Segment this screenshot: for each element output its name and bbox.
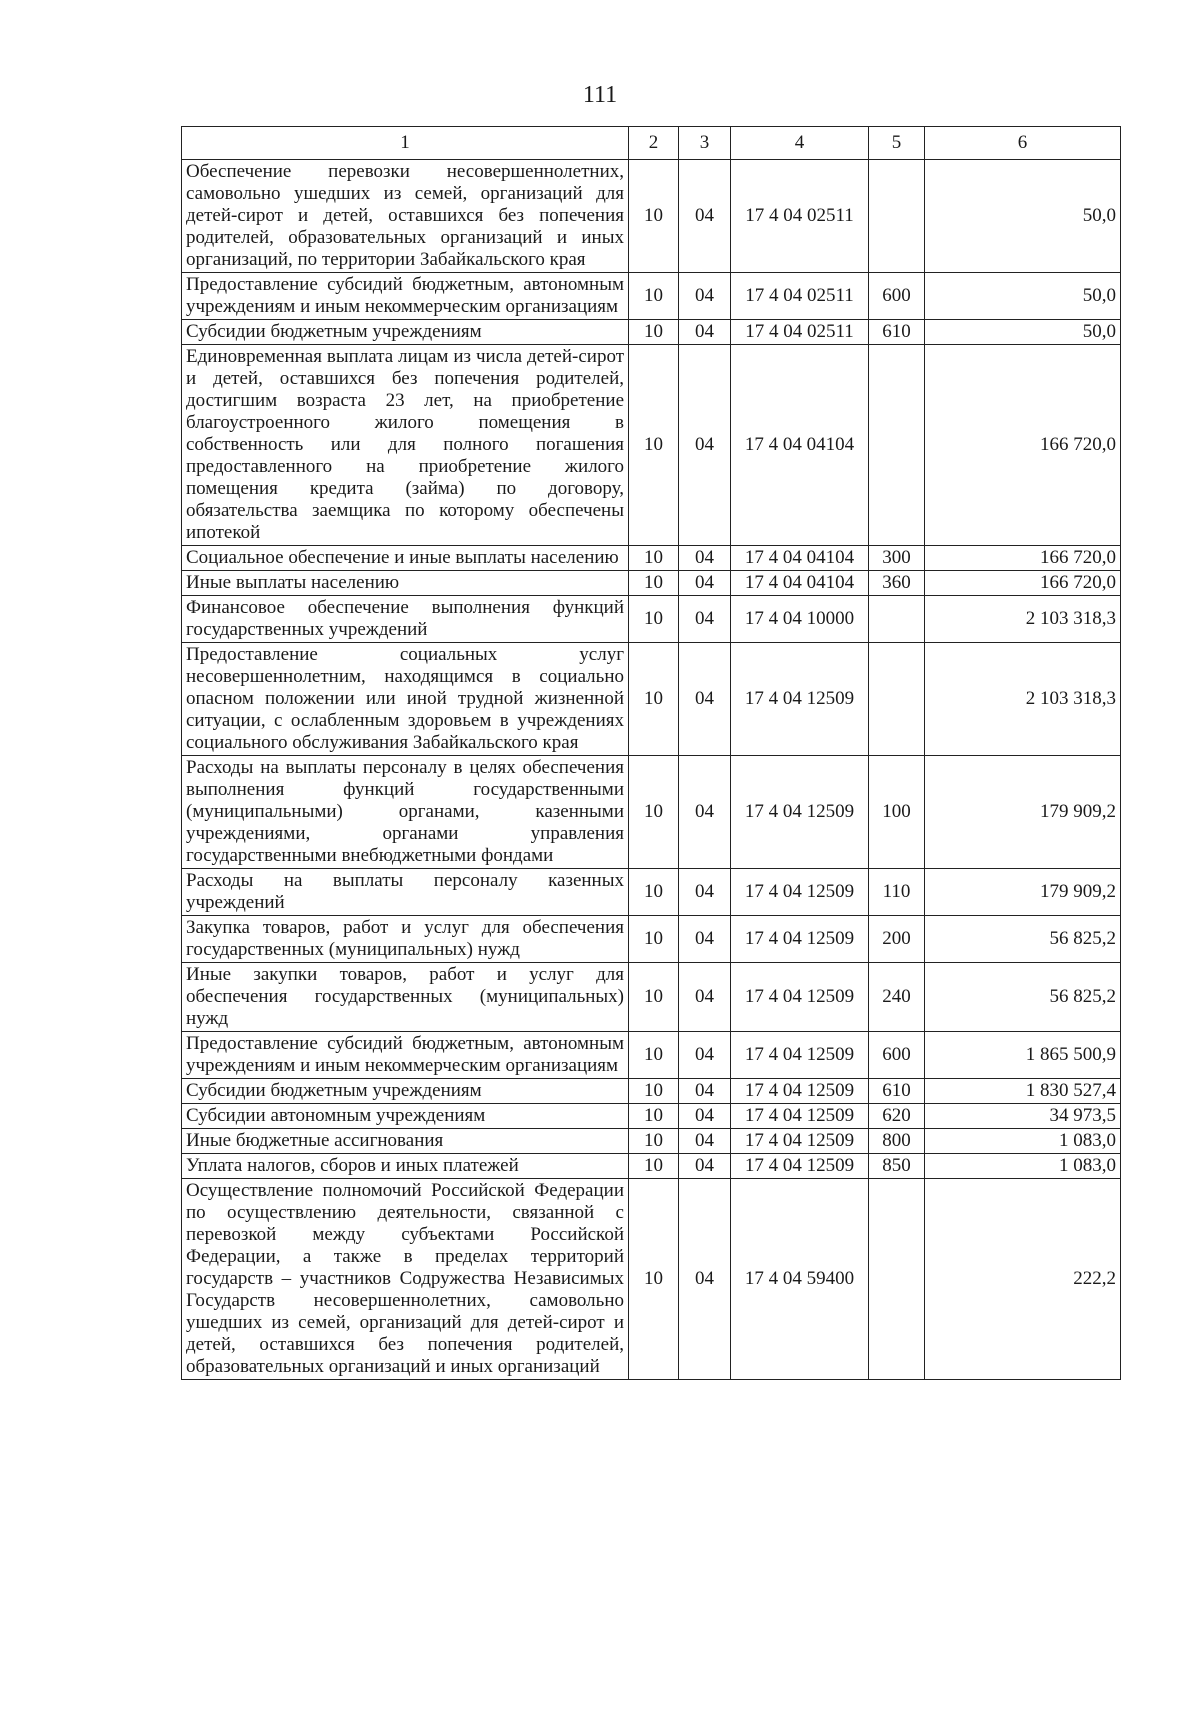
table-row [182, 1179, 1121, 1380]
row-subsection: 04 [679, 916, 731, 963]
row-target-code: 17 4 04 02511 [731, 160, 869, 273]
row-subsection: 04 [679, 320, 731, 345]
row-amount: 1 083,0 [925, 1129, 1121, 1154]
table-body [182, 160, 1121, 1380]
row-expense-type [869, 1179, 925, 1380]
row-subsection: 04 [679, 345, 731, 546]
table-row [182, 160, 1121, 273]
row-amount: 1 830 527,4 [925, 1079, 1121, 1104]
table-row [182, 1079, 1121, 1104]
row-expense-type: 610 [869, 1079, 925, 1104]
row-description: Субсидии автономным учреждениям [182, 1104, 629, 1129]
row-expense-type: 300 [869, 546, 925, 571]
row-target-code: 17 4 04 12509 [731, 1079, 869, 1104]
row-subsection: 04 [679, 546, 731, 571]
row-section: 10 [629, 1154, 679, 1179]
page-number: 111 [582, 82, 618, 108]
row-expense-type: 360 [869, 571, 925, 596]
row-subsection: 04 [679, 1104, 731, 1129]
table-row [182, 1104, 1121, 1129]
row-amount: 179 909,2 [925, 756, 1121, 869]
row-subsection: 04 [679, 1032, 731, 1079]
row-description: Иные выплаты населению [182, 571, 629, 596]
row-subsection: 04 [679, 273, 731, 320]
row-expense-type [869, 345, 925, 546]
row-section: 10 [629, 160, 679, 273]
row-section: 10 [629, 916, 679, 963]
row-amount: 1 083,0 [925, 1154, 1121, 1179]
row-section: 10 [629, 1129, 679, 1154]
table-row [182, 345, 1121, 546]
table-row [182, 916, 1121, 963]
row-section: 10 [629, 273, 679, 320]
row-description: Предоставление субсидий бюджетным, автономным учреждениям и иным некоммерческим организациям [182, 1032, 629, 1079]
row-target-code: 17 4 04 02511 [731, 273, 869, 320]
row-description: Субсидии бюджетным учреждениям [182, 320, 629, 345]
row-expense-type [869, 160, 925, 273]
header-row [182, 127, 1121, 160]
table-row [182, 1154, 1121, 1179]
row-description: Уплата налогов, сборов и иных платежей [182, 1154, 629, 1179]
row-subsection: 04 [679, 571, 731, 596]
row-section: 10 [629, 596, 679, 643]
row-expense-type [869, 643, 925, 756]
row-description: Расходы на выплаты персоналу казенных учреждений [182, 869, 629, 916]
row-description: Субсидии бюджетным учреждениям [182, 1079, 629, 1104]
header-col-6: 6 [925, 127, 1121, 160]
row-amount: 34 973,5 [925, 1104, 1121, 1129]
table-header [182, 127, 1121, 160]
row-subsection: 04 [679, 869, 731, 916]
row-section: 10 [629, 963, 679, 1032]
table-row [182, 546, 1121, 571]
row-expense-type: 240 [869, 963, 925, 1032]
row-target-code: 17 4 04 12509 [731, 1104, 869, 1129]
header-col-4: 4 [731, 127, 869, 160]
row-amount: 50,0 [925, 273, 1121, 320]
table-row [182, 320, 1121, 345]
row-expense-type: 600 [869, 273, 925, 320]
row-target-code: 17 4 04 59400 [731, 1179, 869, 1380]
row-expense-type: 110 [869, 869, 925, 916]
row-expense-type: 200 [869, 916, 925, 963]
row-target-code: 17 4 04 04104 [731, 546, 869, 571]
row-amount: 222,2 [925, 1179, 1121, 1380]
row-section: 10 [629, 345, 679, 546]
row-target-code: 17 4 04 12509 [731, 963, 869, 1032]
row-description: Единовременная выплата лицам из числа детей-сирот и детей, оставшихся без попечения родителей, достигшим возраста 23 лет, на приобретение благоустроенного жилого помещения в собственность или для полного погашения предоставленного на приобретение жилого помещения кредита (займа) по договору, обязательства заемщика по которому обеспечены ипотекой [182, 345, 629, 546]
row-target-code: 17 4 04 12509 [731, 756, 869, 869]
row-section: 10 [629, 1104, 679, 1129]
row-target-code: 17 4 04 12509 [731, 1129, 869, 1154]
budget-table [181, 126, 1121, 1380]
row-section: 10 [629, 756, 679, 869]
row-expense-type: 610 [869, 320, 925, 345]
row-amount: 166 720,0 [925, 546, 1121, 571]
row-subsection: 04 [679, 963, 731, 1032]
row-subsection: 04 [679, 1079, 731, 1104]
row-description: Предоставление субсидий бюджетным, автономным учреждениям и иным некоммерческим организациям [182, 273, 629, 320]
table-row [182, 571, 1121, 596]
row-section: 10 [629, 1079, 679, 1104]
row-description: Иные бюджетные ассигнования [182, 1129, 629, 1154]
row-description: Социальное обеспечение и иные выплаты населению [182, 546, 629, 571]
row-description: Иные закупки товаров, работ и услуг для обеспечения государственных (муниципальных) нужд [182, 963, 629, 1032]
row-expense-type: 800 [869, 1129, 925, 1154]
row-subsection: 04 [679, 160, 731, 273]
row-amount: 50,0 [925, 160, 1121, 273]
table-row [182, 643, 1121, 756]
row-section: 10 [629, 320, 679, 345]
table-row [182, 756, 1121, 869]
row-amount: 2 103 318,3 [925, 643, 1121, 756]
row-subsection: 04 [679, 1154, 731, 1179]
header-col-5: 5 [869, 127, 925, 160]
row-description: Осуществление полномочий Российской Федерации по осуществлению деятельности, связанной с перевозкой между субъектами Российской Федерации, а также в пределах территорий государств – участников Содружества Независимых Государств несовершеннолетних, самовольно ушедших из семей, организаций для детей-сирот и детей, оставшихся без попечения родителей, образовательных организаций и иных организаций [182, 1179, 629, 1380]
row-description: Обеспечение перевозки несовершеннолетних, самовольно ушедших из семей, организаций для детей-сирот и детей, оставшихся без попечения родителей, образовательных организаций и иных организаций, по территории Забайкальского края [182, 160, 629, 273]
row-expense-type: 620 [869, 1104, 925, 1129]
row-section: 10 [629, 571, 679, 596]
row-amount: 56 825,2 [925, 963, 1121, 1032]
table-row [182, 273, 1121, 320]
table-row [182, 1032, 1121, 1079]
table-row [182, 1129, 1121, 1154]
row-target-code: 17 4 04 12509 [731, 1032, 869, 1079]
header-col-1: 1 [182, 127, 629, 160]
row-subsection: 04 [679, 596, 731, 643]
row-target-code: 17 4 04 12509 [731, 916, 869, 963]
row-target-code: 17 4 04 04104 [731, 571, 869, 596]
row-expense-type: 100 [869, 756, 925, 869]
row-amount: 56 825,2 [925, 916, 1121, 963]
row-section: 10 [629, 1179, 679, 1380]
table-row [182, 963, 1121, 1032]
row-subsection: 04 [679, 756, 731, 869]
row-target-code: 17 4 04 02511 [731, 320, 869, 345]
row-section: 10 [629, 869, 679, 916]
row-description: Расходы на выплаты персоналу в целях обеспечения выполнения функций государственными (муниципальными) органами, казенными учреждениями, органами управления государственными внебюджетными фондами [182, 756, 629, 869]
row-subsection: 04 [679, 643, 731, 756]
row-description: Закупка товаров, работ и услуг для обеспечения государственных (муниципальных) нужд [182, 916, 629, 963]
row-description: Предоставление социальных услуг несовершеннолетним, находящимся в социально опасном положении или иной трудной жизненной ситуации, с ослабленным здоровьем в учреждениях социального обслуживания Забайкальского края [182, 643, 629, 756]
row-section: 10 [629, 1032, 679, 1079]
row-amount: 50,0 [925, 320, 1121, 345]
row-target-code: 17 4 04 12509 [731, 1154, 869, 1179]
row-expense-type: 850 [869, 1154, 925, 1179]
row-target-code: 17 4 04 04104 [731, 345, 869, 546]
table-row [182, 596, 1121, 643]
header-col-3: 3 [679, 127, 731, 160]
row-target-code: 17 4 04 12509 [731, 643, 869, 756]
row-amount: 2 103 318,3 [925, 596, 1121, 643]
row-section: 10 [629, 643, 679, 756]
row-amount: 1 865 500,9 [925, 1032, 1121, 1079]
table-row [182, 869, 1121, 916]
row-subsection: 04 [679, 1179, 731, 1380]
row-amount: 166 720,0 [925, 345, 1121, 546]
row-target-code: 17 4 04 12509 [731, 869, 869, 916]
row-target-code: 17 4 04 10000 [731, 596, 869, 643]
row-subsection: 04 [679, 1129, 731, 1154]
row-expense-type: 600 [869, 1032, 925, 1079]
row-amount: 166 720,0 [925, 571, 1121, 596]
row-section: 10 [629, 546, 679, 571]
row-description: Финансовое обеспечение выполнения функций государственных учреждений [182, 596, 629, 643]
row-expense-type [869, 596, 925, 643]
header-col-2: 2 [629, 127, 679, 160]
row-amount: 179 909,2 [925, 869, 1121, 916]
